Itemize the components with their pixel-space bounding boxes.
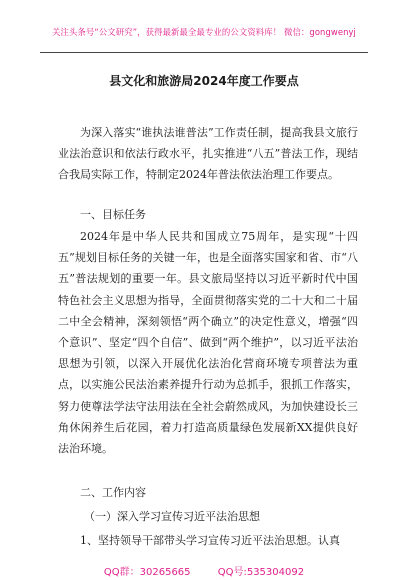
footer-qq-number: QQ号:535304092 bbox=[217, 567, 305, 578]
header-divider bbox=[40, 52, 368, 53]
section-heading-goals: 一、目标任务 bbox=[80, 208, 146, 221]
intro-paragraph: 为深入落实“谁执法谁普法”工作责任制，提高我县文旅行业法治意识和依法行政水平，扎实推进“八五”普法工作，现结合我局实际工作，特制定2024年普法依法治理工作要点。 bbox=[58, 126, 358, 182]
document-title: 县文化和旅游局2024年度工作要点 bbox=[109, 74, 299, 88]
section-heading-work-content: 二、工作内容 bbox=[80, 486, 146, 499]
subsection-heading-study: （一）深入学习宣传习近平法治思想 bbox=[84, 510, 260, 523]
header-note: 关注头条号“公文研究”，获得最新最全最专业的公文资料库！ 微信：gongwenyj bbox=[52, 27, 356, 37]
goals-paragraph: 2024年是中华人民共和国成立75周年，是实现“十四五”规划目标任务的关键一年，也是全面落实国家和省、市“八五”普法规划的重要一年。县文旅局坚持以习近平新时代中国特色社会主义思想为指导，全面贯彻落实党的二十大和二十届二中全会精神，深刻领悟“两个确立”的决定性意义，增强“四个意识”、坚定“四个自信”、做到“两个维护”，以习近平法治思想为引领，以深入开展优化法治化营商环境专项普法为重点，以实施公民法治素养提升行动为总抓手，狠抓工作落实，努力使尊法学法守法用法在全社会蔚然成风，为加快建设长三角休闲养生后花园，着力打造高质量绿色发展新XX提供良好法治环境。 bbox=[58, 230, 358, 456]
footer-contact bbox=[0, 563, 408, 578]
footer-qq-group: QQ群：30265665 bbox=[103, 567, 191, 578]
study-paragraph: 1、坚持领导干部带头学习宣传习近平法治思想。认真 bbox=[80, 534, 340, 547]
